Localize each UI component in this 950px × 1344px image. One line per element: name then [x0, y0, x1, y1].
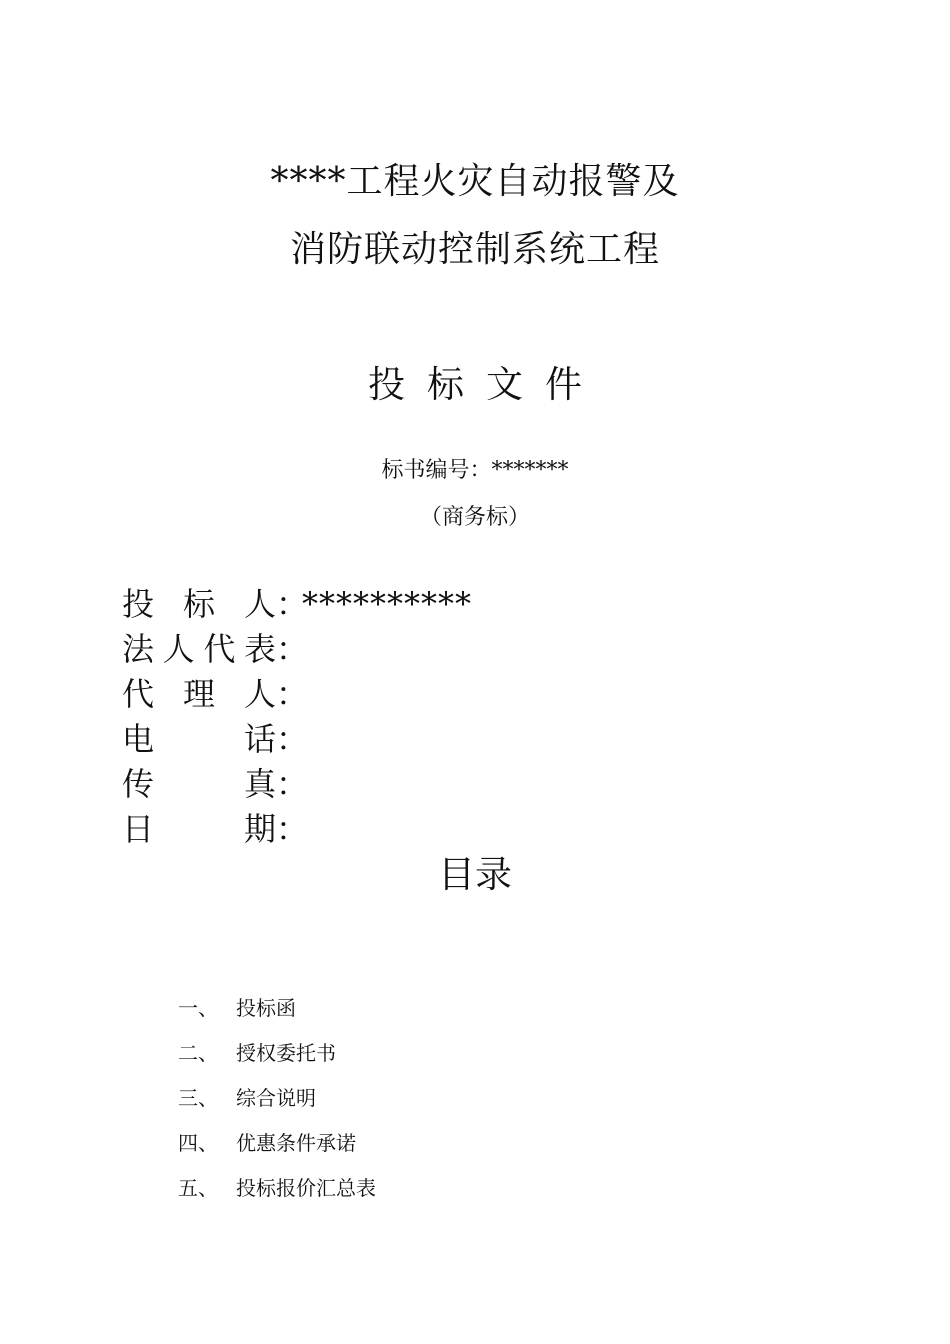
toc-item-label: 投标函	[236, 996, 296, 1020]
info-row-date	[122, 807, 472, 852]
cover-title-line-2: 消防联动控制系统工程	[289, 229, 660, 270]
info-label: 传真	[122, 765, 276, 803]
toc-item	[178, 1038, 376, 1083]
info-label: 代理人	[122, 675, 276, 713]
toc-item-number: 四、	[178, 1131, 218, 1155]
info-row-phone	[122, 717, 472, 762]
toc-item-number: 一、	[178, 996, 218, 1020]
info-colon: ：	[276, 720, 309, 758]
toc-item	[178, 1173, 376, 1218]
toc-item-label: 授权委托书	[236, 1041, 336, 1065]
info-colon: ：	[276, 630, 309, 668]
toc-item	[178, 1083, 376, 1128]
document-type-heading: 投标文件	[368, 363, 604, 406]
table-of-contents	[178, 993, 376, 1218]
toc-item-label: 综合说明	[236, 1086, 316, 1110]
cover-title-line-1: ****工程火灾自动报警及	[270, 161, 680, 202]
info-label: 法人代表	[122, 630, 276, 668]
info-label: 日期	[122, 810, 276, 848]
info-row-legal-representative	[122, 627, 472, 672]
toc-title: 目录	[438, 853, 512, 896]
info-colon: ：	[276, 765, 309, 803]
toc-item	[178, 1128, 376, 1173]
info-row-fax	[122, 762, 472, 807]
bidder-info	[122, 582, 472, 852]
info-value: **********	[302, 585, 472, 623]
toc-item-number: 三、	[178, 1086, 218, 1110]
toc-item-label: 投标报价汇总表	[236, 1176, 376, 1200]
toc-item-number: 五、	[178, 1176, 218, 1200]
info-row-bidder	[122, 582, 472, 627]
info-colon: ：	[276, 810, 309, 848]
bid-number: 标书编号：*******	[381, 458, 569, 483]
info-row-agent	[122, 672, 472, 717]
info-colon: ：	[276, 675, 309, 713]
toc-item	[178, 993, 376, 1038]
toc-item-number: 二、	[178, 1041, 218, 1065]
toc-item-label: 优惠条件承诺	[236, 1131, 356, 1155]
bid-category: （商务标）	[419, 505, 530, 530]
info-label: 电话	[122, 720, 276, 758]
info-colon: ：	[276, 585, 309, 623]
info-label: 投标人	[122, 585, 276, 623]
